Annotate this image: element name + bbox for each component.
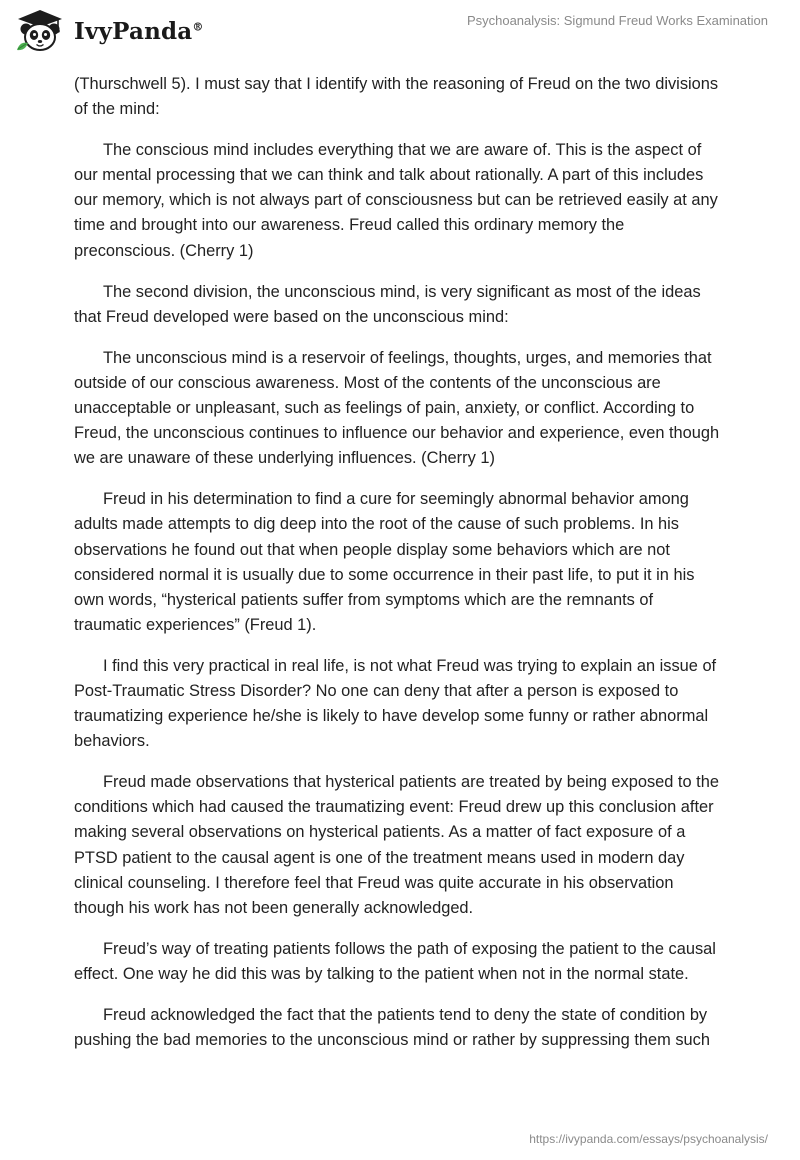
paragraph: Freud made observations that hysterical patients are treated by being exposed to the conditions which had caused the traumatizing event: Freud drew up this conclusion after making several observations on hysterical patients. As a matter of fact exposure of a PTSD patient to the causal agent is one of the treatment means used in modern day clinical counseling. I therefore feel that Freud was quite accurate in his observation though his work has not been generally acknowledged. — [74, 773, 719, 917]
ivypanda-logo[interactable] — [14, 8, 204, 54]
block-quote: The conscious mind includes everything that we are aware of. This is the aspect of our mental processing that we can think and talk about rationally. A part of this includes our memory, which is not always part of consciousness but can be retrieved easily at any time and brought into our awareness. Freud called this ordinary memory the preconscious. (Cherry 1) — [74, 141, 718, 260]
paragraph: (Thurschwell 5). I must say that I identify with the reasoning of Freud on the two divisions of the mind: — [74, 75, 719, 119]
block-quote: The unconscious mind is a reservoir of feelings, thoughts, urges, and memories that outside of our conscious awareness. Most of the contents of the unconscious are unacceptable or unpleasant, such as feelings of pain, anxiety, or conflict. According to Freud, the unconscious continues to influence our behavior and experience, even though we are unaware of these underlying influences. (Cherry 1) — [74, 348, 720, 468]
page-header — [0, 0, 800, 70]
document-title: Psychoanalysis: Sigmund Freud Works Examination — [466, 13, 768, 28]
essay-body — [74, 72, 724, 1069]
paragraph: Freud acknowledged the fact that the patients tend to deny the state of condition by pushing the bad memories to the unconscious mind or rather by suppressing them such — [74, 1006, 710, 1050]
paragraph: Freud in his determination to find a cure for seemingly abnormal behavior among adults made attempts to dig deep into the root of the cause of such problems. In his observations he found out that when people display some behaviors which are not considered normal it is usually due to some occurrence in their past life, to put it in his own words, “hysterical patients suffer from symptoms which are the remnants of traumatic experiences” (Freud 1). — [74, 490, 695, 634]
panda-mascot-icon — [14, 8, 66, 54]
paragraph: The second division, the unconscious mind, is very significant as most of the ideas that Freud developed were based on the unconscious mind: — [74, 282, 701, 326]
paragraph: I find this very practical in real life, is not what Freud was trying to explain an issue of Post-Traumatic Stress Disorder? No one can deny that after a person is exposed to traumatizing experience he/she is likely to have develop some funny or rather abnormal behaviors. — [74, 656, 717, 751]
brand-name: IvyPanda® — [74, 17, 204, 45]
source-url-link[interactable]: https://ivypanda.com/essays/psychoanalysis/ — [529, 1132, 768, 1146]
paragraph: Freud’s way of treating patients follows the path of exposing the patient to the causal effect. One way he did this was by talking to the patient when not in the normal state. — [74, 939, 716, 983]
